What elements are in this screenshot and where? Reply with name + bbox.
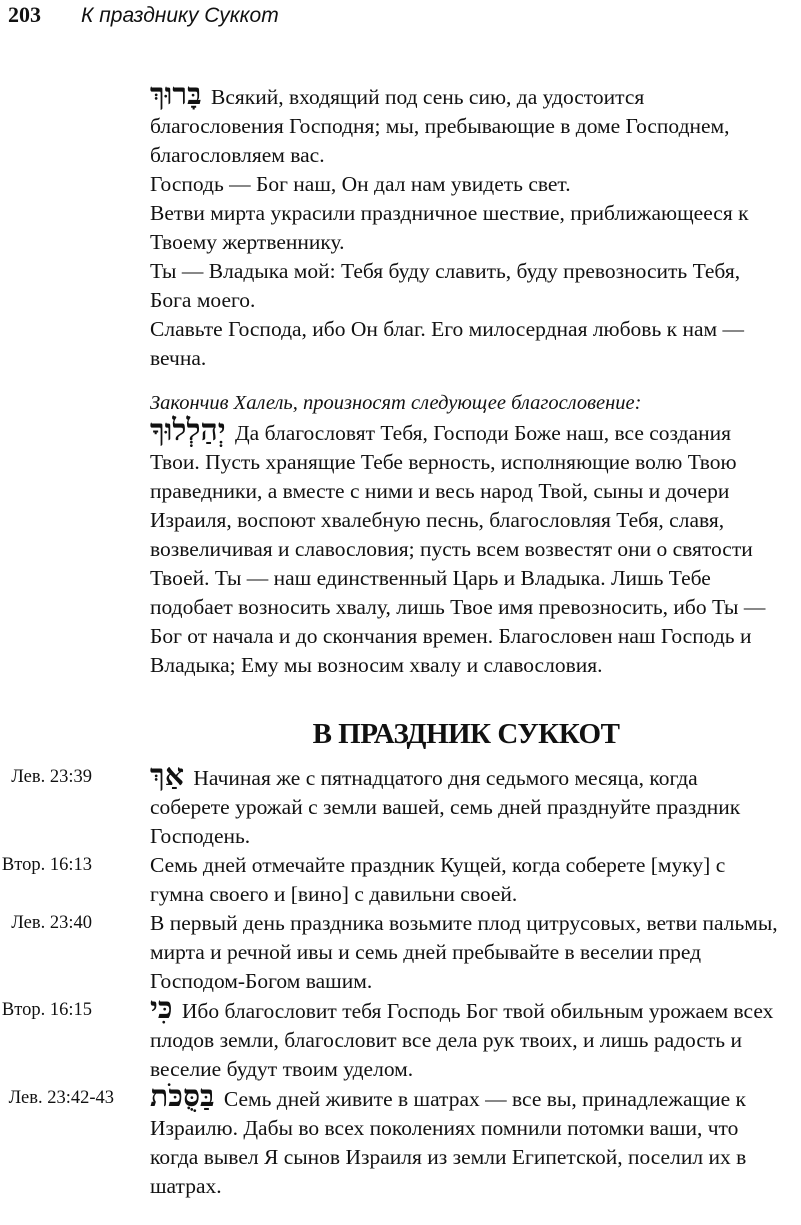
hebrew-initial-word: בַּסֻּכֹּת — [150, 1079, 215, 1114]
verse-reference: Втор. 16:15 — [1, 1000, 92, 1020]
verse-entry — [1, 851, 782, 909]
paragraph: Ты — Владыка мой: Тебя буду славить, буду превозносить Тебя, Бога моего. — [150, 259, 741, 312]
verse-text: В первый день праздника возьмите плод цитрусовых, ветви пальмы, мирта и речной ивы и семь дней пребывайте в веселии пред Господом-Богом вашим. — [150, 911, 778, 993]
paragraph-text: Да благословят Тебя, Господи Боже наш, все создания Твои. Пусть хранящие Тебе верность, исполняющие волю Твою праведники, а вместе с ними и весь народ Твой, сыны и дочери Израиля, воспоют хвалебную песнь, благословляя Тебя, славя, возвеличивая и славословия; пусть всем возвестят они о святости Твоей. Ты — наш единственный Царь и Владыка. Лишь Тебе подобает возносить хвалу, лишь Твое имя превозносить, ибо Ты — Бог от начала и до скончания времен. Благословен наш Господь и Владыка; Ему мы возносим хвалу и славословия. — [150, 421, 766, 677]
verse-entry — [11, 909, 782, 996]
verse-reference: Лев. 23:39 — [11, 767, 92, 787]
verse-entry — [11, 758, 782, 851]
section-title: В ПРАЗДНИК СУККОТ — [312, 718, 620, 750]
paragraph: Славьте Господа, ибо Он благ. Его милосердная любовь к нам — вечна. — [150, 317, 744, 370]
verse-reference: Лев. 23:40 — [11, 913, 92, 933]
instruction-text: Закончив Халель, произносят следующее благословение: — [150, 392, 642, 414]
verse-text: Семь дней живите в шатрах — все вы, принадлежащие к Израилю. Дабы во всех поколениях помнили потомки ваши, что когда вывел Я сынов Израиля из земли Египетской, поселил их в шатрах. — [150, 1087, 747, 1198]
hebrew-initial-word: בָּרוּךְ — [150, 77, 202, 112]
hebrew-initial-word: יְהַלְלוּךָ — [150, 413, 226, 448]
verse-text: Начиная же с пятнадцатого дня седьмого месяца, когда соберете урожай с земли вашей, семь дней празднуйте праздник Господень. — [150, 766, 741, 848]
page-number: 203 — [8, 2, 41, 27]
page-header — [8, 2, 279, 32]
verse-reference: Втор. 16:13 — [1, 855, 92, 875]
paragraph: Ветви мирта украсили праздничное шествие, приближающееся к Твоему жертвеннику. — [150, 201, 749, 254]
verse-reference: Лев. 23:42-43 — [8, 1088, 114, 1108]
verse-text: Семь дней отмечайте праздник Кущей, когда соберете [муку] с гумна своего и [вино] с давильни своей. — [150, 853, 726, 906]
verse-entry — [8, 1079, 782, 1201]
blessing-baruch — [150, 77, 782, 170]
blessing-yehallelucha — [150, 413, 782, 680]
verse-text: Ибо благословит тебя Господь Бог твой обильным урожаем всех плодов земли, благословит все дела рук твоих, и лишь радость и веселие будут твоим уделом. — [150, 999, 774, 1081]
page-body — [1, 77, 782, 1201]
running-title: К празднику Суккот — [81, 4, 279, 27]
paragraph: Господь — Бог наш, Он дал нам увидеть свет. — [150, 172, 571, 196]
hebrew-initial-word: כִּי — [150, 991, 173, 1026]
verse-entry — [1, 991, 782, 1084]
paragraph-text: Всякий, входящий под сень сию, да удостоится благословения Господня; мы, пребывающие в доме Господнем, благословляем вас. — [150, 85, 730, 167]
hebrew-initial-word: אַךְ — [150, 758, 184, 793]
